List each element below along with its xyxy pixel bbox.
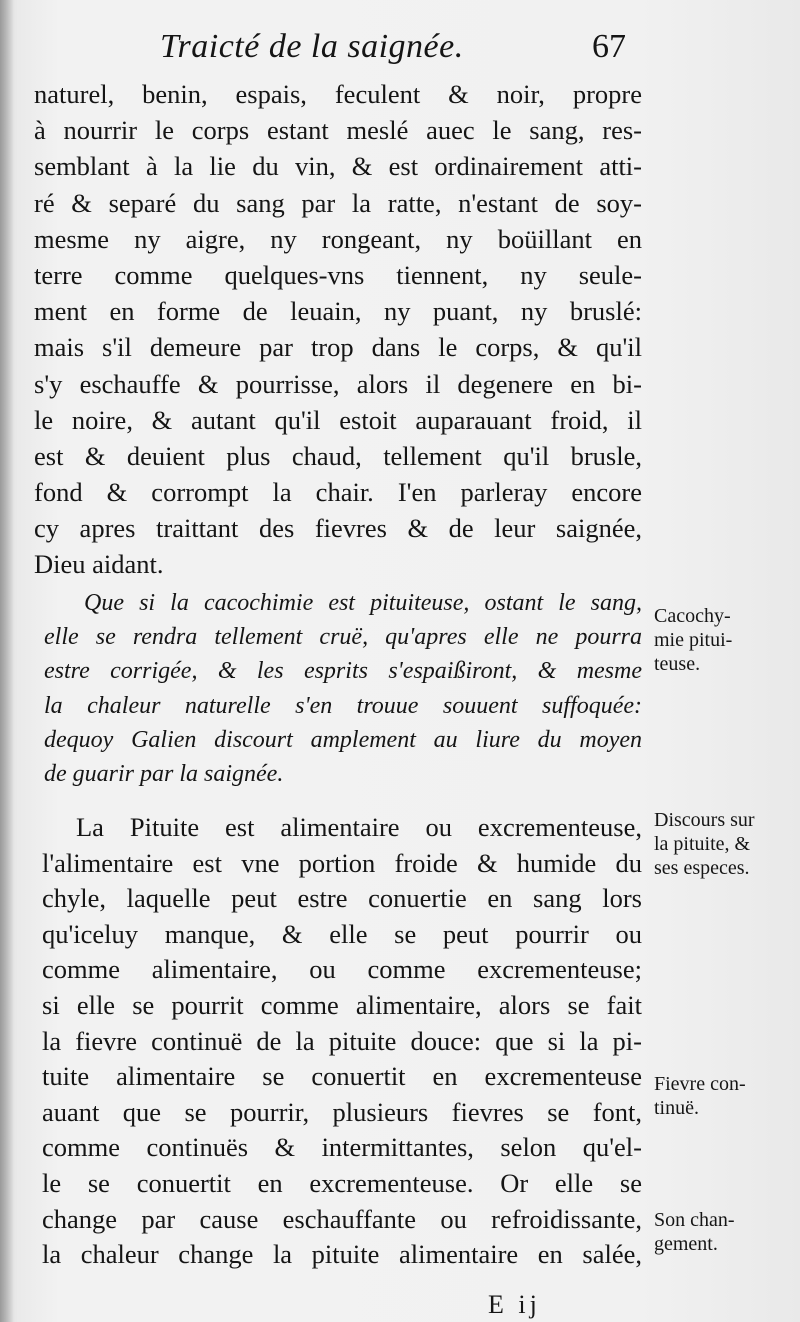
page-number: 67	[592, 28, 626, 65]
text-line: à nourrir le corps estant meslé auec le sang, res-	[34, 115, 642, 146]
margin-note-line: Son chan-	[654, 1209, 735, 1231]
text-line: comme alimentaire, ou comme excrementeuse;	[42, 954, 642, 985]
margin-note-line: gement.	[654, 1233, 718, 1255]
text-line: ré & separé du sang par la ratte, n'estant de soy-	[34, 187, 642, 218]
text-line: l'alimentaire est vne portion froide & humide du	[42, 847, 642, 878]
running-title: Traicté de la saignée.	[160, 28, 464, 65]
text-line: change par cause eschauffante ou refroidissante,	[42, 1203, 642, 1234]
text-line: fond & corrompt la chair. I'en parleray encore	[34, 477, 642, 508]
body-text-part2	[42, 810, 642, 1273]
text-line: La Pituite est alimentaire ou excrementeuse,	[76, 812, 642, 842]
text-line: naturel, benin, espais, feculent & noir, propre	[34, 79, 642, 109]
body-text-part1	[34, 76, 642, 583]
text-line: la chaleur change la pituite alimentaire en salée,	[42, 1239, 642, 1270]
margin-note-line: Cacochy-	[654, 605, 731, 627]
margin-note-line: mie pitui-	[654, 629, 733, 651]
margin-note-line: Discours sur	[654, 809, 755, 831]
text-line: Dieu aidant.	[34, 549, 164, 580]
text-line: la fievre continuë de la pituite douce: que si la pi-	[42, 1025, 642, 1056]
text-line: le noire, & autant qu'il estoit auparauant froid, il	[34, 404, 642, 435]
text-line: mais s'il demeure par trop dans le corps, & qu'il	[34, 332, 642, 363]
text-line: tuite alimentaire se conuertit en excrementeuse	[42, 1061, 642, 1092]
italic-line: Que si la cacochimie est pituiteuse, ostant le sang,	[84, 590, 642, 616]
page-header	[160, 28, 640, 78]
text-line: s'y eschauffe & pourrisse, alors il degenere en bi-	[34, 368, 642, 399]
signature-mark: E ij	[488, 1290, 541, 1319]
margin-note-line: tinuë.	[654, 1097, 699, 1119]
margin-note-discours	[654, 808, 755, 880]
margin-note-line: Fievre con-	[654, 1073, 746, 1095]
margin-note-line: ses especes.	[654, 857, 750, 879]
italic-line: elle se rendra tellement cruë, qu'apres elle ne pourra	[44, 624, 642, 651]
margin-note-cacochymie	[654, 604, 732, 676]
italic-paragraph	[44, 586, 642, 791]
italic-line: estre corrigée, & les esprits s'espaißiront, & mesme	[44, 658, 642, 685]
text-line: le se conuertit en excrementeuse. Or elle se	[42, 1167, 642, 1198]
page-gutter-shadow	[0, 0, 14, 1322]
margin-note-changement	[654, 1208, 735, 1256]
margin-note-line: la pituite, &	[654, 833, 751, 855]
text-line: si elle se pourrit comme alimentaire, alors se fait	[42, 989, 642, 1020]
margin-note-fievre	[654, 1072, 746, 1120]
text-line: chyle, laquelle peut estre conuertie en sang lors	[42, 883, 642, 914]
text-line: est & deuient plus chaud, tellement qu'il brusle,	[34, 440, 642, 471]
italic-line: dequoy Galien discourt amplement au liure du moyen	[44, 726, 642, 753]
text-line: ment en forme de leuain, ny puant, ny bruslé:	[34, 296, 642, 327]
margin-note-line: teuse.	[654, 653, 701, 675]
text-line: mesme ny aigre, ny rongeant, ny boüillant en	[34, 223, 642, 254]
text-line: semblant à la lie du vin, & est ordinairement atti-	[34, 151, 642, 182]
italic-line: de guarir par la saignée.	[44, 760, 284, 787]
text-line: cy apres traittant des fievres & de leur saignée,	[34, 513, 642, 544]
italic-line: la chaleur naturelle s'en trouue souuent suffoquée:	[44, 692, 642, 719]
text-line: auant que se pourrir, plusieurs fievres se font,	[42, 1096, 642, 1127]
text-line: terre comme quelques-vns tiennent, ny seule-	[34, 259, 642, 290]
text-line: comme continuës & intermittantes, selon qu'el-	[42, 1132, 642, 1163]
text-line: qu'iceluy manque, & elle se peut pourrir ou	[42, 918, 642, 949]
